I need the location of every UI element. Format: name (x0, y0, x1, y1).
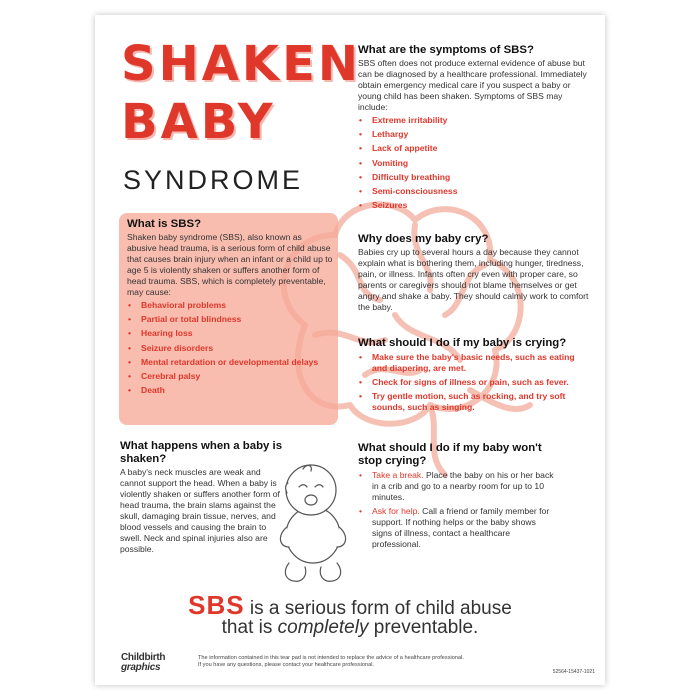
wont-stop-list (358, 470, 558, 550)
disclaimer-line-2: If you have any questions, please contact your healthcare professional. (198, 662, 375, 668)
shaken-body: A baby's neck muscles are weak and cannot support the head. When a baby is violently shaken or suffers another form of head trauma, the brain slams against the skull, damaging brain tissue, nerves, and blood vessels and causing the brain to swell. Neck and spinal injuries also are possible. (120, 467, 280, 554)
list-item: • Seizures (358, 200, 590, 211)
logo-line-2: graphics (121, 662, 161, 673)
list-item: • Lethargy (358, 129, 590, 140)
symptoms-list (358, 115, 590, 211)
list-item: • Death (127, 385, 333, 396)
why-cry-section (358, 233, 590, 315)
ask-help-text: Call a friend or family member for support. If nothing helps or the baby shows signs of illness, contact a healthcare professional. (372, 506, 550, 550)
list-item: • Cerebral palsy (127, 371, 333, 382)
list-item: • Check for signs of illness or pain, such as fever. (358, 377, 580, 388)
list-item: • Difficulty breathing (358, 172, 590, 183)
title-syndrome: SYNDROME (123, 165, 304, 195)
take-break-lead: Take a break. (372, 470, 424, 480)
product-code: 52564-15437-1021 (552, 669, 595, 675)
list-item: • Extreme irritability (358, 115, 590, 126)
why-cry-heading: Why does my baby cry? (358, 233, 489, 245)
list-item: • Partial or total blindness (127, 314, 333, 325)
shaken-section (120, 440, 285, 557)
list-item: • Lack of appetite (358, 143, 590, 154)
what-is-sbs-heading: What is SBS? (127, 218, 202, 230)
symptoms-body: SBS often does not produce external evidence of abuse but can be diagnosed by a healthcare professional. Immediately obtain emergency medical care if you suspect a baby or young child has been shaken. Symptoms of SBS may include: (358, 58, 587, 112)
list-item: • Semi-consciousness (358, 186, 590, 197)
tagline-rest: is a serious form of child abuse (244, 598, 512, 619)
list-item (358, 506, 558, 550)
wont-stop-heading: What should I do if my baby won't stop crying? (358, 442, 542, 467)
tagline-line-2 (95, 617, 605, 639)
list-item: • Vomiting (358, 158, 590, 169)
tagline-post: preventable. (368, 617, 479, 638)
symptoms-heading: What are the symptoms of SBS? (358, 44, 534, 56)
what-is-sbs-section (127, 218, 333, 399)
disclaimer (198, 655, 558, 669)
take-break-text: Place the baby on his or her back in a crib and go to a nearby room for up to 10 minutes. (372, 470, 554, 502)
what-is-sbs-body: Shaken baby syndrome (SBS), also known as abusive head trauma, is a serious form of child abuse that causes brain injury when an infant or a child up to age 5 is violently shaken or suffers another form of head trauma. SBS, which is completely preventable, may cause: (127, 232, 333, 297)
title-baby: BABY (121, 94, 276, 150)
crying-section (358, 337, 580, 417)
logo-line-1: Childbirth (121, 652, 166, 663)
tagline-emphasis: completely (277, 617, 369, 638)
list-item: • Mental retardation or developmental delays (127, 357, 333, 368)
crying-heading: What should I do if my baby is crying? (358, 337, 567, 349)
list-item: • Hearing loss (127, 328, 333, 339)
disclaimer-line-1: The information contained in this tear pad is not intended to replace the advice of a healthcare professional. (198, 655, 464, 661)
why-cry-body: Babies cry up to several hours a day because they cannot explain what is bothering them, including hunger, tiredness, pain, or illness. Infants often cry even with proper care, so parents or caregivers should not blame themselves or get angry and shake a baby. They should calmly work to comfort the baby. (358, 247, 589, 312)
list-item: • Try gentle motion, such as rocking, and try soft sounds, such as singing. (358, 391, 580, 413)
list-item: • Seizure disorders (127, 343, 333, 354)
ask-help-lead: Ask for help. (372, 506, 420, 517)
list-item (358, 470, 558, 503)
crying-baby-icon (273, 455, 353, 587)
publisher-logo (121, 653, 165, 673)
wont-stop-section (358, 442, 558, 553)
list-item: • Make sure the baby's basic needs, such as eating and diapering, are met. (358, 352, 580, 374)
list-item: • Behavioral problems (127, 300, 333, 311)
symptoms-section (358, 44, 590, 214)
title-shaken: SHAKEN (121, 36, 362, 92)
crying-list (358, 352, 580, 413)
sbs-effects-list (127, 300, 333, 396)
shaken-heading: What happens when a baby is shaken? (120, 440, 283, 465)
tagline-pre: that is (221, 617, 278, 638)
tagline-sbs: SBS (188, 590, 245, 620)
tear-pad-sheet (95, 15, 605, 685)
